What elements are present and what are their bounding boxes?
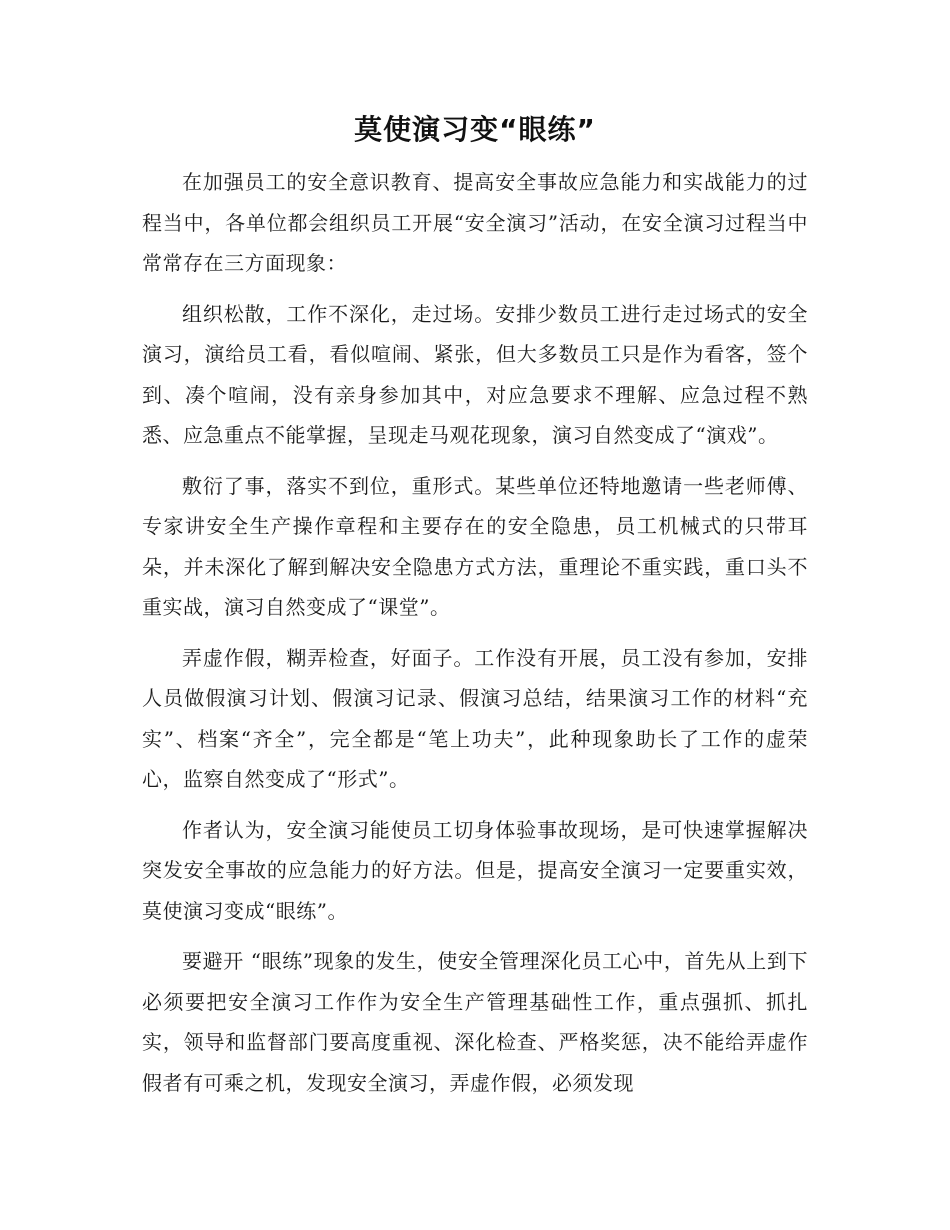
paragraph-author-opinion: 作者认为，安全演习能使员工切身体验事故现场，是可快速掌握解决突发安全事故的应急能力的好方法。但是，提高安全演习一定要重实效，莫使演习变成“眼练”。	[142, 817, 808, 923]
document-body	[142, 162, 808, 1113]
paragraph-recommendation: 要避开 “眼练”现象的发生，使安全管理深化员工心中，首先从上到下必须要把安全演习工作作为安全生产管理基础性工作，重点强抓、抓扎实，领导和监督部门要高度重视、深化检查、严格奖惩，决不能给弄虚作假者有可乘之机，发现安全演习，弄虚作假，必须发现	[142, 949, 808, 1095]
paragraph-intro: 在加强员工的安全意识教育、提高安全事故应急能力和实战能力的过程当中，各单位都会组织员工开展“安全演习”活动，在安全演习过程当中常常存在三方面现象：	[142, 170, 808, 275]
paragraph-fraud: 弄虚作假，糊弄检查，好面子。工作没有开展，员工没有参加，安排人员做假演习计划、假演习记录、假演习总结，结果演习工作的材料“充实”、档案“齐全”，完全都是“笔上功夫”，此种现象助长了工作的虚荣心，监察自然变成了“形式”。	[142, 645, 808, 791]
paragraph-loose-organization: 组织松散，工作不深化，走过场。安排少数员工进行走过场式的安全演习，演给员工看，看似喧闹、紧张，但大多数员工只是作为看客，签个到、凑个喧闹，没有亲身参加其中，对应急要求不理解、应急过程不熟悉、应急重点不能掌握，呈现走马观花现象，演习自然变成了“演戏”。	[142, 301, 808, 447]
paragraph-perfunctory: 敷衍了事，落实不到位，重形式。某些单位还特地邀请一些老师傅、专家讲安全生产操作章程和主要存在的安全隐患，员工机械式的只带耳朵，并未深化了解到解决安全隐患方式方法，重理论不重实践，重口头不重实战，演习自然变成了“课堂”。	[142, 473, 808, 619]
document-title: 莫使演习变“眼练”	[354, 113, 596, 146]
